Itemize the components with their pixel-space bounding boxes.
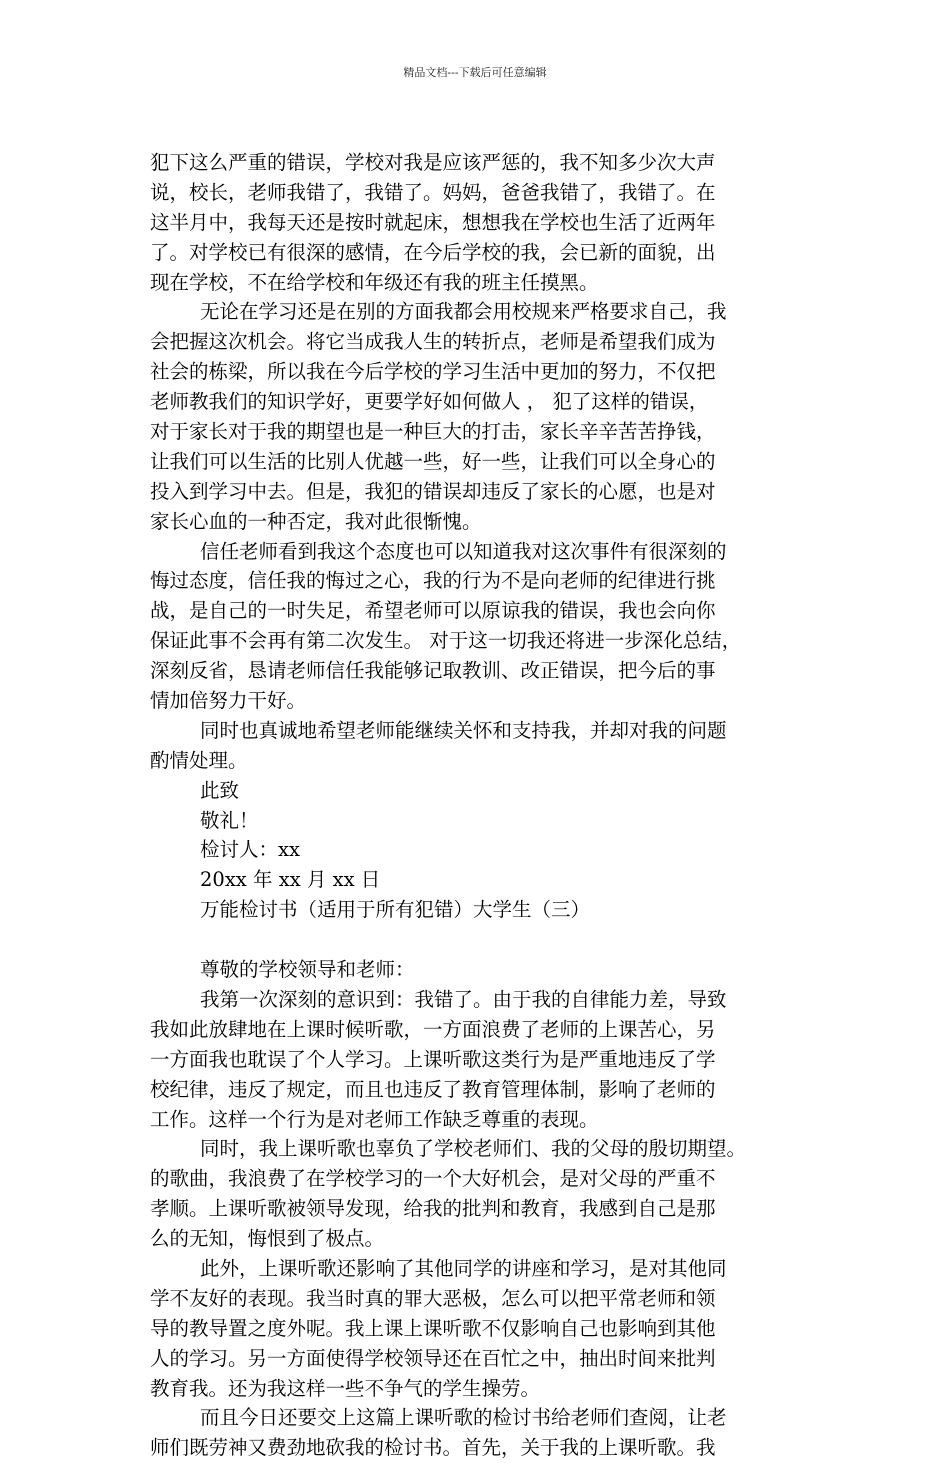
blank-line <box>150 925 818 955</box>
text-line: 学不友好的表现。我当时真的罪大恶极，怎么可以把平常老师和领 <box>150 1286 716 1310</box>
text-line: 犯下这么严重的错误，学校对我是应该严惩的，我不知多少次大声 <box>150 151 716 174</box>
text-line: 而且今日还要交上这篇上课听歌的检讨书给老师们查阅，让老 <box>200 1406 727 1430</box>
text-line: 导的教导置之度外呢。我上课上课听歌不仅影响自己也影响到其他 <box>150 1316 716 1340</box>
text-line: 20xx 年 xx 月 xx 日 <box>200 868 381 892</box>
text-line: 么的无知，悔恨到了极点。 <box>150 1227 385 1251</box>
text-line: 保证此事不会再有第二次发生。 对于这一切我还将进一步深化总结， <box>150 629 742 653</box>
text-line: 战，是自己的一时失足，希望老师可以原谅我的错误，我也会向你 <box>150 599 716 623</box>
text-line: 家长心血的一种否定，我对此很惭愧。 <box>150 509 482 533</box>
text-line: 这半月中，我每天还是按时就起床，想想我在学校也生活了近两年 <box>150 210 716 234</box>
text-line: 的歌曲，我浪费了在学校学习的一个大好机会，是对父母的严重不 <box>150 1167 716 1191</box>
text-line: 悔过态度，信任我的悔过之心，我的行为不是向老师的纪律进行挑 <box>150 569 716 593</box>
text-line: 师们既劳神又费劲地砍我的检讨书。首先，关于我的上课听歌。我 <box>150 1436 716 1460</box>
text-line: 信任老师看到我这个态度也可以知道我对这次事件有很深刻的 <box>200 539 727 563</box>
text-line: 现在学校，不在给学校和年级还有我的班主任摸黑。 <box>150 270 599 294</box>
text-line: 了。对学校已有很深的感情，在今后学校的我，会已新的面貌，出 <box>150 240 716 264</box>
text-line: 同时，我上课听歌也辜负了学校老师们、我的父母的殷切期望。 <box>200 1137 747 1161</box>
text-line: 同时也真诚地希望老师能继续关怀和支持我，并却对我的问题 <box>200 718 727 742</box>
text-line: 敬礼！ <box>200 808 259 832</box>
text-line: 让我们可以生活的比别人优越一些，好一些，让我们可以全身心的 <box>150 449 716 473</box>
text-line: 酌情处理。 <box>150 748 248 772</box>
text-line: 校纪律，违反了规定，而且也违反了教育管理体制，影响了老师的 <box>150 1077 716 1101</box>
text-line: 万能检讨书（适用于所有犯错）大学生（三） <box>200 898 591 922</box>
text-line: 投入到学习中去。但是，我犯的错误却违反了家长的心愿，也是对 <box>150 479 716 503</box>
text-line: 教育我。还为我这样一些不争气的学生操劳。 <box>150 1376 541 1400</box>
text-line: 工作。这样一个行为是对老师工作缺乏尊重的表现。 <box>150 1107 599 1131</box>
text-line: 我如此放肆地在上课时候听歌，一方面浪费了老师的上课苦心，另 <box>150 1017 716 1041</box>
document-body <box>150 148 818 1463</box>
text-line: 对于家长对于我的期望也是一种巨大的打击，家长辛辛苦苦挣钱， <box>150 420 716 444</box>
text-line: 尊敬的学校领导和老师： <box>200 958 415 982</box>
text-line: 孝顺。上课听歌被领导发现，给我的批判和教育，我感到自己是那 <box>150 1197 716 1221</box>
text-line: 说，校长，老师我错了，我错了。妈妈，爸爸我错了，我错了。在 <box>150 180 716 204</box>
text-line: 会把握这次机会。将它当成我人生的转折点，老师是希望我们成为 <box>150 330 716 354</box>
text-line: 此外，上课听歌还影响了其他同学的讲座和学习，是对其他同 <box>200 1256 727 1280</box>
page-header: 精品文档---下载后可任意编辑 <box>403 66 547 79</box>
text-line: 情加倍努力干好。 <box>150 689 307 713</box>
text-line: 社会的栋梁，所以我在今后学校的学习生活中更加的努力，不仅把 <box>150 360 716 384</box>
text-line: 检讨人：xx <box>200 838 300 862</box>
text-line: 老师教我们的知识学好，更要学好如何做人 ， 犯了这样的错误， <box>150 390 709 414</box>
text-line: 无论在学习还是在别的方面我都会用校规来严格要求自己，我 <box>200 300 727 324</box>
text-line: 我第一次深刻的意识到：我错了。由于我的自律能力差，导致 <box>200 987 727 1011</box>
text-line: 人的学习。另一方面使得学校领导还在百忙之中，抽出时间来批判 <box>150 1346 716 1370</box>
text-line: 此致 <box>200 778 240 802</box>
text-line: 一方面我也耽误了个人学习。上课听歌这类行为是严重地违反了学 <box>150 1047 716 1071</box>
text-line: 深刻反省，恳请老师信任我能够记取教训、改正错误，把今后的事 <box>150 659 716 683</box>
